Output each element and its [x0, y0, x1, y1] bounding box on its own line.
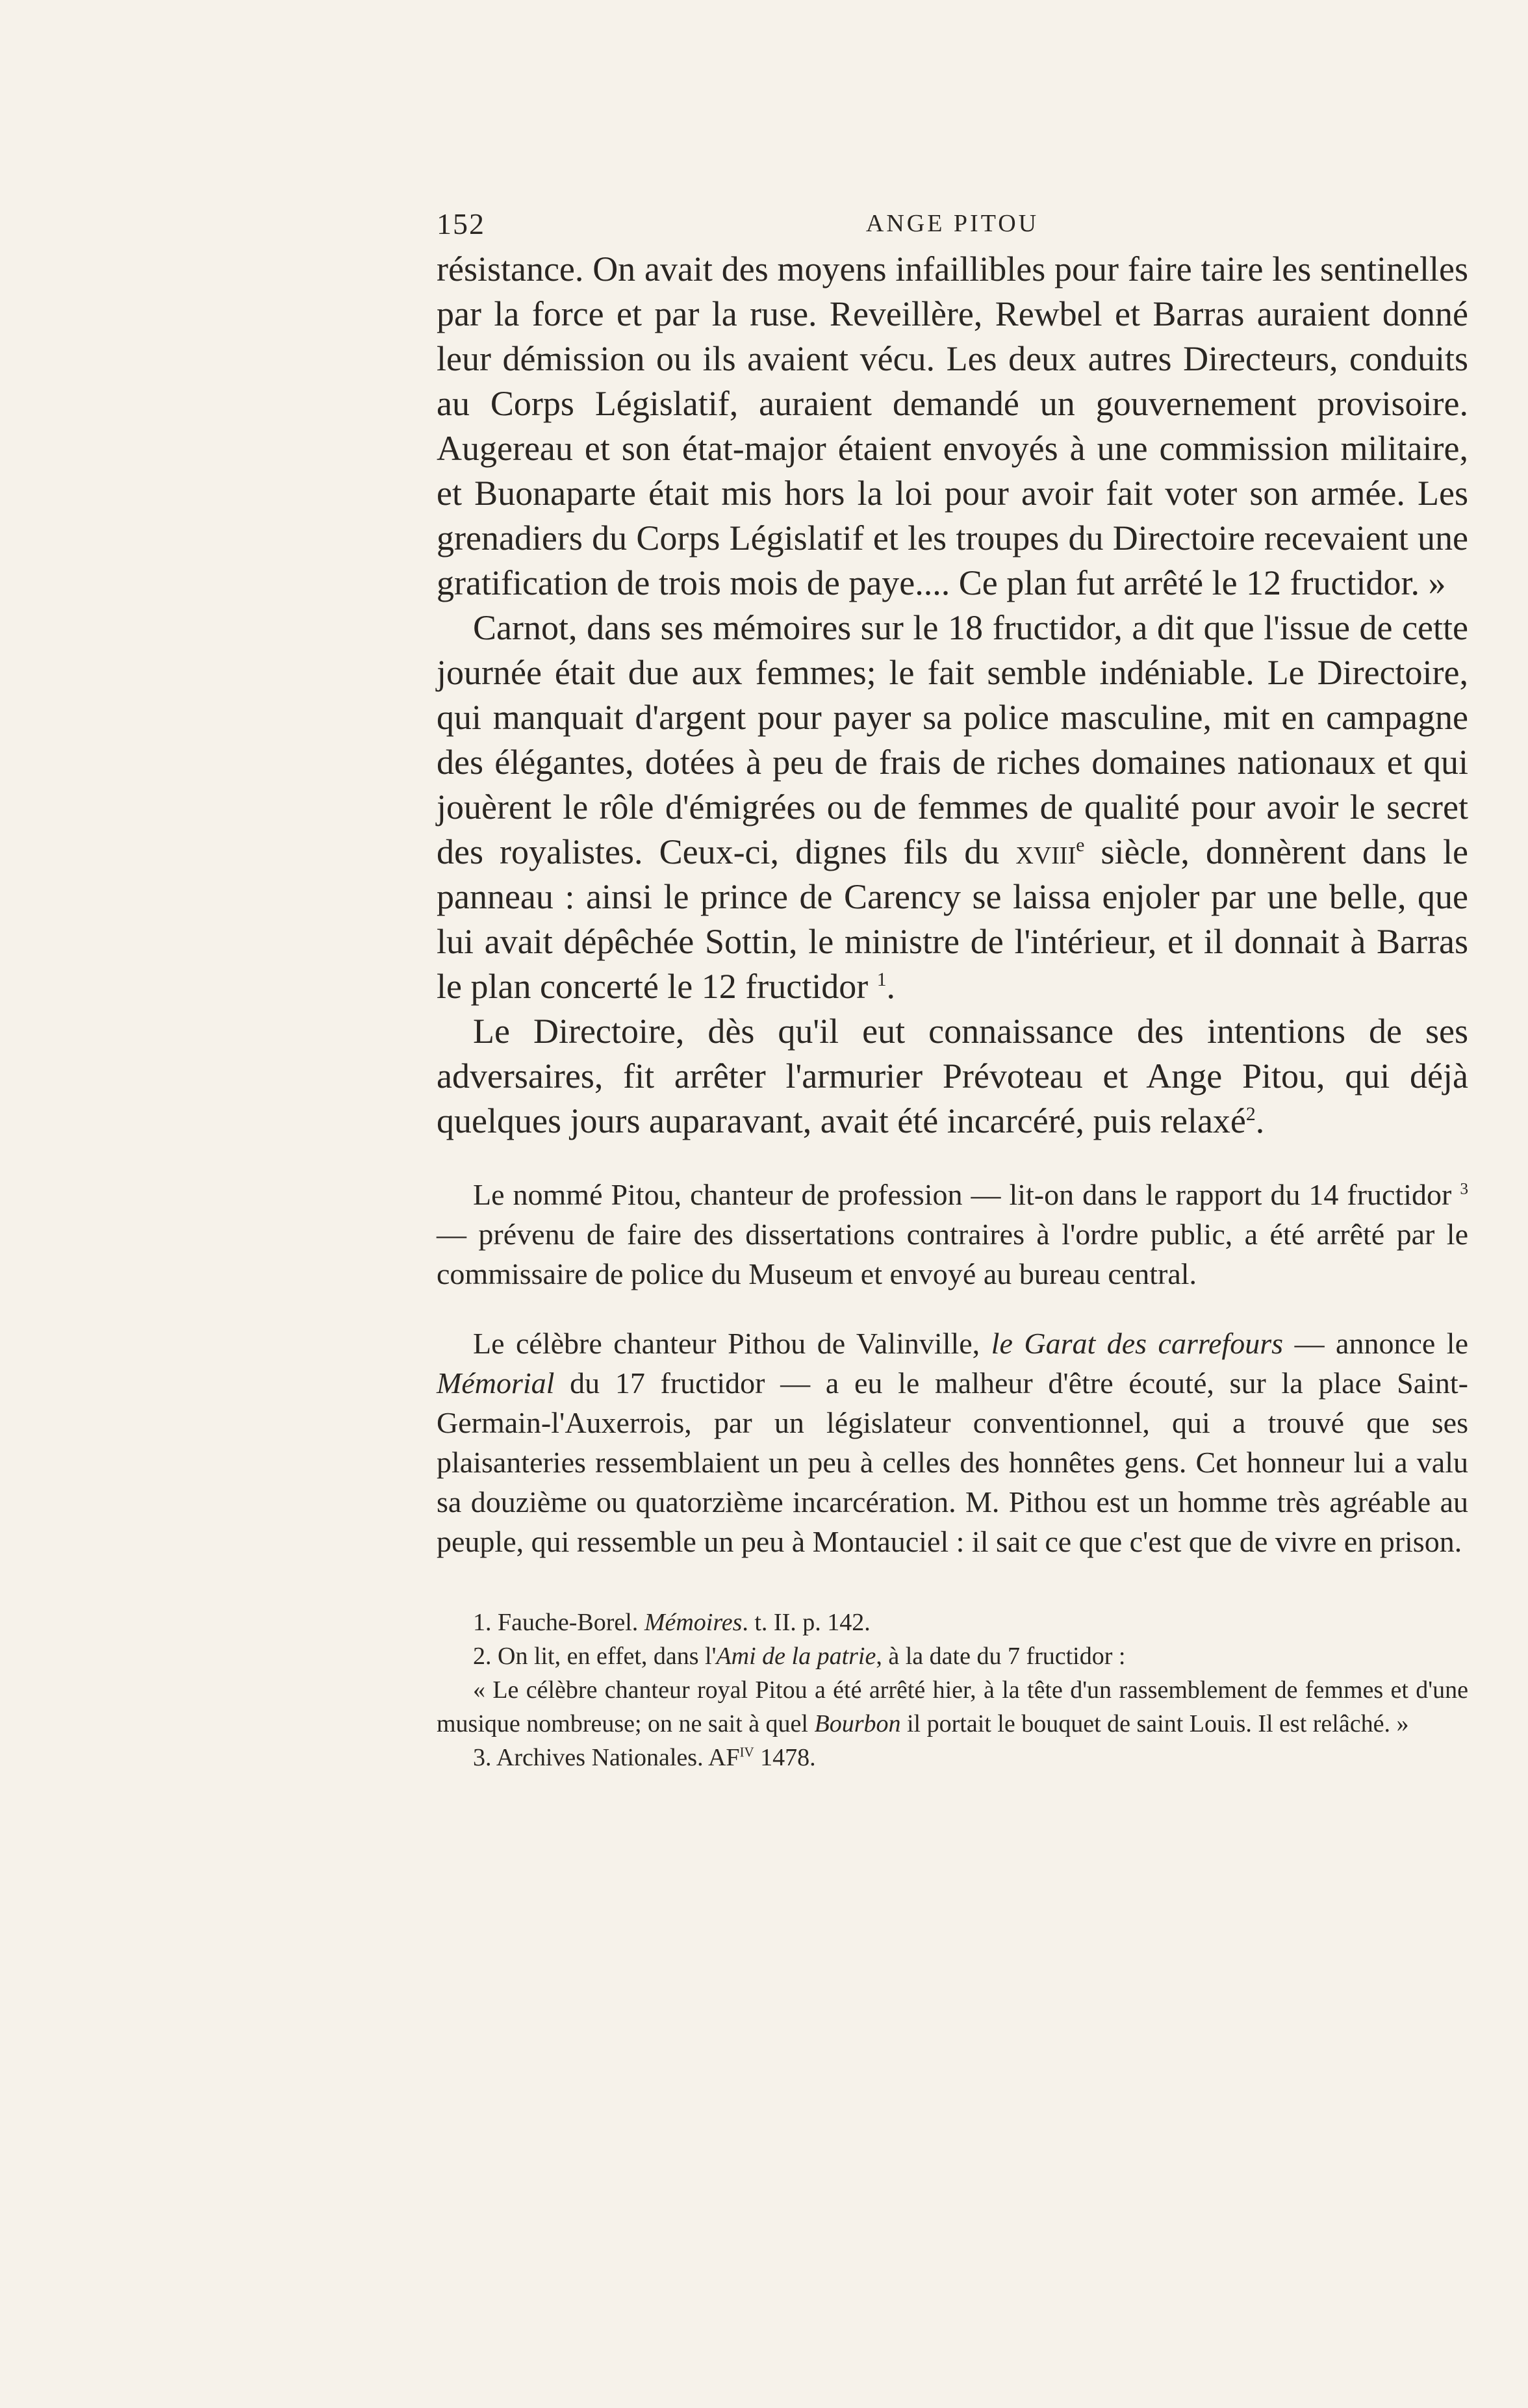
- paragraph-text: siècle, donnèrent dans le panneau : ainsi le prince de Carency se laissa enjoler par une belle, que lui avait dépêchée Sottin, le ministre de l'intérieur, et il donnait à Barras le plan concerté le 12 fructidor: [437, 832, 1468, 1006]
- quote-text: Le célèbre chanteur Pithou de Valinville,: [473, 1327, 991, 1360]
- page-number: 152: [437, 207, 485, 240]
- footnote-text: . t. II. p. 142.: [742, 1609, 871, 1636]
- footnote: [437, 1639, 1468, 1673]
- quote-text: — annonce le: [1283, 1327, 1468, 1360]
- footnote-reference: 2: [1245, 1104, 1256, 1125]
- footnote-text: « Le célèbre chanteur royal Pitou a été arrêté hier, à la tête d'un rassemblement de femmes et d'une musique nombreuse; on ne sait à quel: [437, 1676, 1468, 1737]
- footnote-reference: 3: [1460, 1179, 1468, 1198]
- footnote: [437, 1741, 1468, 1774]
- book-page: [437, 195, 1468, 1774]
- footnote-text: , à la date du 7 fructidor :: [876, 1643, 1126, 1670]
- footnote-text: 2. On lit, en effet, dans l': [473, 1643, 717, 1670]
- footnote-quotation: [437, 1673, 1468, 1741]
- italic-phrase: le Garat des carrefours: [991, 1327, 1284, 1360]
- paragraph-text: .: [1255, 1101, 1265, 1140]
- main-text: [437, 247, 1468, 1144]
- work-title: Mémoires: [644, 1609, 743, 1636]
- footnote-text: 1. Fauche-Borel.: [473, 1609, 644, 1636]
- newspaper-title: Mémorial: [437, 1366, 555, 1400]
- century-roman-numeral: xviii: [1015, 832, 1076, 871]
- footnote-text: il portait le bouquet de saint Louis. Il est relâché. »: [900, 1710, 1409, 1737]
- footnotes: [437, 1606, 1468, 1774]
- body-paragraph: [437, 1009, 1468, 1144]
- footnote: [437, 1606, 1468, 1639]
- footnote-reference: 1: [876, 969, 887, 990]
- running-title: ANGE PITOU: [865, 210, 1039, 237]
- newspaper-title: Ami de la patrie: [716, 1643, 876, 1670]
- body-paragraph: résistance. On avait des moyens infaillibles pour faire taire les sentinelles par la force et par la ruse. Reveillère, Rewbel et Barras auraient donné leur démission ou ils avaient vécu. Les deux autres Directeurs, conduits au Corps Législatif, auraient demandé un gouvernement provisoire. Augereau et son état-major étaient envoyés à une commission militaire, et Buonaparte était mis hors la loi pour avoir fait voter son armée. Les grenadiers du Corps Législatif et les troupes du Directoire recevaient une gratification de trois mois de paye.... Ce plan fut arrêté le 12 fructidor. »: [437, 250, 1468, 602]
- paragraph-text: Carnot, dans ses mémoires sur le 18 fructidor, a dit que l'issue de cette journée était due aux femmes; le fait semble indéniable. Le Directoire, qui manquait d'argent pour payer sa police masculine, mit en campagne des élégantes, dotées à peu de frais de riches domaines nationaux et qui jouèrent le rôle d'émigrées ou de femmes de qualité pour avoir le secret des royalistes. Ceux-ci, dignes fils du: [437, 608, 1468, 871]
- italic-name: Bourbon: [814, 1710, 901, 1737]
- paragraph-text: Le Directoire, dès qu'il eut connaissance des intentions de ses adversaires, fit arrêter l'armurier Prévoteau et Ange Pitou, qui déjà quelques jours auparavant, avait été incarcéré, puis relaxé: [437, 1012, 1468, 1140]
- century-suffix: e: [1076, 835, 1085, 856]
- paragraph-text: .: [886, 967, 896, 1006]
- quote-text: du 17 fructidor — a eu le malheur d'être écouté, sur la place Saint-Germain-l'Auxerrois, par un législateur conventionnel, qui a trouvé que ses plaisanteries ressemblaient un peu à celles des honnêtes gens. Cet honneur lui a valu sa douzième ou quatorzième incarcération. M. Pithou est un homme très agréable au peuple, qui ressemble un peu à Montauciel : il sait ce que c'est que de vivre en prison.: [437, 1366, 1468, 1558]
- page-header: [437, 195, 1468, 247]
- archive-series-superscript: IV: [739, 1744, 754, 1760]
- quote-paragraph: [437, 1175, 1468, 1294]
- quote-text: — prévenu de faire des dissertations contraires à l'ordre public, a été arrêté par le commissaire de police du Museum et envoyé au bureau central.: [437, 1218, 1468, 1290]
- footnote-text: 3. Archives Nationales. AF: [473, 1744, 740, 1771]
- body-paragraph: [437, 606, 1468, 1009]
- footnote-text: 1478.: [754, 1744, 816, 1771]
- quote-text: Le nommé Pitou, chanteur de profession — lit-on dans le rapport du 14 fructidor: [473, 1178, 1460, 1211]
- quote-paragraph: [437, 1324, 1468, 1561]
- quoted-documents: [437, 1175, 1468, 1561]
